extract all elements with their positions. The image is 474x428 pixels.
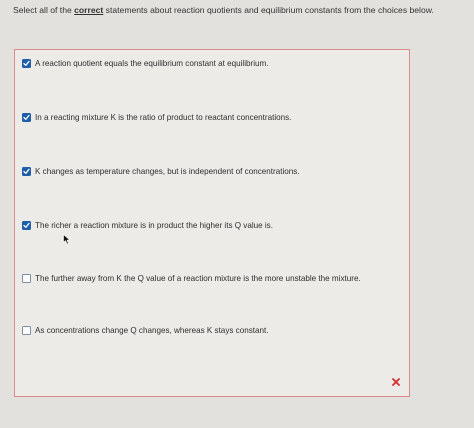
- choice-label-1: A reaction quotient equals the equilibrium constant at equilibrium.: [35, 59, 269, 68]
- choice-label-4: The richer a reaction mixture is in product the higher its Q value is.: [35, 221, 273, 230]
- choice-checkbox-5[interactable]: [22, 274, 31, 283]
- choice-label-5: The further away from K the Q value of a reaction mixture is the more unstable the mixture.: [35, 274, 361, 283]
- choice-option-3[interactable]: [22, 167, 300, 176]
- choice-checkbox-4[interactable]: [22, 221, 31, 230]
- prompt-keyword: correct: [74, 5, 104, 15]
- choice-option-2[interactable]: [22, 113, 291, 122]
- choice-label-3: K changes as temperature changes, but is independent of concentrations.: [35, 167, 300, 176]
- check-icon: [23, 222, 30, 229]
- question-prompt: [13, 4, 474, 16]
- choice-label-6: As concentrations change Q changes, whereas K stays constant.: [35, 326, 269, 335]
- prompt-text-start: Select all of the: [13, 5, 75, 15]
- prompt-text-end: statements about reaction quotients and equilibrium constants from the choices below.: [103, 5, 434, 15]
- choice-checkbox-2[interactable]: [22, 113, 31, 122]
- choice-checkbox-6[interactable]: [22, 326, 31, 335]
- mouse-pointer-icon: [63, 234, 71, 245]
- check-icon: [23, 60, 30, 67]
- choice-checkbox-3[interactable]: [22, 167, 31, 176]
- answer-choices-panel: [14, 49, 410, 397]
- choice-label-2: In a reacting mixture K is the ratio of product to reactant concentrations.: [35, 113, 292, 122]
- choice-option-1[interactable]: [22, 59, 269, 68]
- choice-option-5[interactable]: [22, 274, 361, 283]
- choice-checkbox-1[interactable]: [22, 59, 31, 68]
- check-icon: [23, 168, 30, 175]
- choice-option-6[interactable]: [22, 326, 269, 335]
- check-icon: [23, 114, 30, 121]
- choice-option-4[interactable]: [22, 221, 273, 230]
- close-icon[interactable]: [391, 377, 401, 387]
